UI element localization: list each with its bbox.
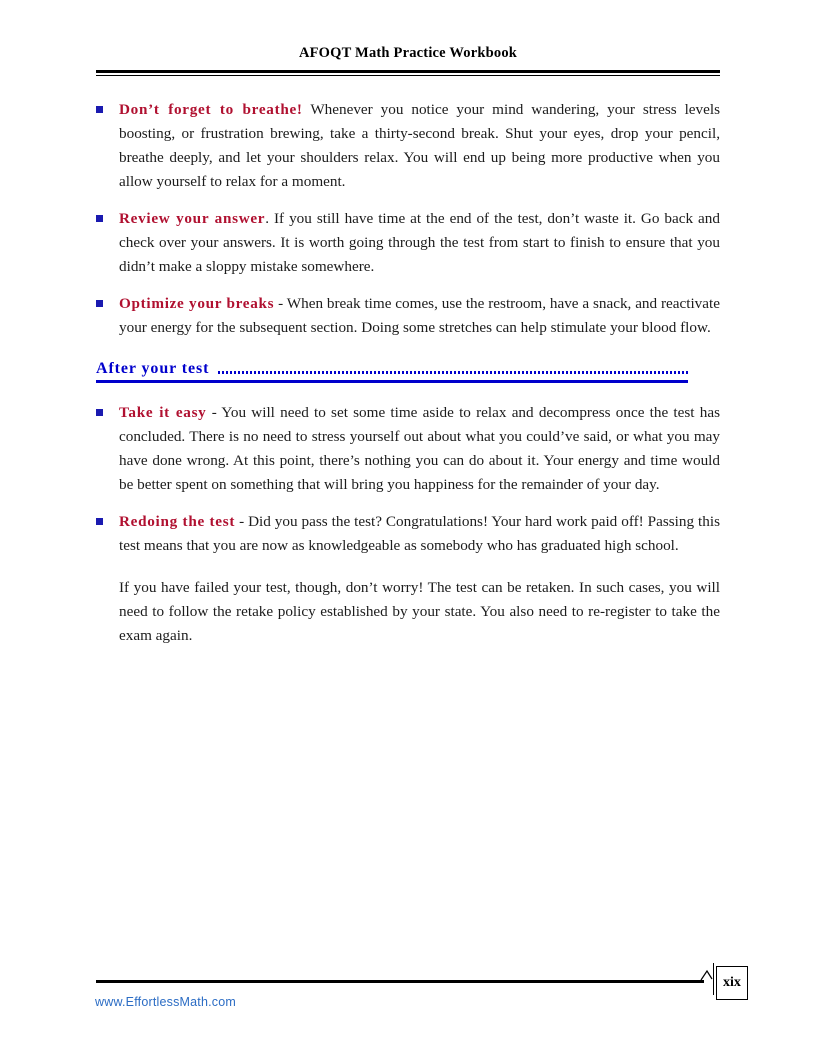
page-number-label: xix bbox=[723, 975, 741, 990]
bullet-lead-in: Don’t forget to breathe! bbox=[119, 101, 303, 118]
footer-divider bbox=[713, 963, 714, 995]
square-bullet-icon bbox=[96, 106, 103, 113]
section-heading-row bbox=[96, 360, 688, 378]
bullet-body-text: Whenever you notice your mind wandering, your stress levels boosting, or frustration brewing, take a thirty-second break. Shut your eyes, drop your pencil, breathe deeply, and let your shoulders relax. You will end up being more productive when you allow yourself to relax for a moment. bbox=[119, 101, 720, 190]
list-item bbox=[96, 98, 720, 194]
bullet-paragraph bbox=[119, 510, 720, 558]
website-link[interactable]: www.EffortlessMath.com bbox=[95, 995, 237, 1009]
bullet-lead-in: Review your answer bbox=[119, 210, 266, 227]
bullet-paragraph bbox=[119, 98, 720, 194]
bullet-body-text: . If you still have time at the end of the test, don’t waste it. Go back and check over your answers. It is worth going through the test from start to finish to ensure that you didn’t make a sloppy mistake somewhere. bbox=[119, 210, 720, 275]
bullet-body-text: - You will need to set some time aside to relax and decompress once the test has concluded. There is no need to stress yourself out about what you could’ve said, or what you may have done wrong. At this point, there’s nothing you can do about it. Your energy and time would be better spent on something that will bring you happiness for the remainder of your day. bbox=[119, 404, 720, 493]
list-item bbox=[96, 510, 720, 558]
header-title: AFOQT Math Practice Workbook bbox=[298, 45, 518, 61]
list-item bbox=[96, 207, 720, 279]
bullet-paragraph bbox=[119, 292, 720, 340]
bullet-lead-in: Take it easy bbox=[119, 404, 207, 421]
dotted-leader bbox=[218, 371, 688, 374]
caret-mark-icon bbox=[700, 968, 714, 982]
bullet-paragraph bbox=[119, 401, 720, 497]
bullet-lead-in: Optimize your breaks bbox=[119, 295, 275, 312]
bullet-body-text: - Did you pass the test? Congratulations! Your hard work paid off! Passing this test means that you are now as knowledgeable as somebody who has graduated high school. bbox=[119, 513, 720, 554]
page-header bbox=[96, 44, 720, 76]
section-heading-label: After your test bbox=[96, 360, 210, 377]
header-rule-thick bbox=[96, 70, 720, 73]
list-item bbox=[96, 401, 720, 497]
square-bullet-icon bbox=[96, 300, 103, 307]
closing-paragraph: If you have failed your test, though, don’t worry! The test can be retaken. In such cases, you will need to follow the retake policy established by your state. You also need to re-register to take the exam again. bbox=[119, 579, 720, 644]
header-rule-thin bbox=[96, 75, 720, 76]
section-underline bbox=[96, 380, 688, 383]
bullet-lead-in: Redoing the test bbox=[119, 513, 236, 530]
bullet-paragraph bbox=[119, 207, 720, 279]
list-item bbox=[96, 292, 720, 340]
square-bullet-icon bbox=[96, 518, 103, 525]
footer-rule bbox=[96, 980, 704, 983]
page-content bbox=[96, 98, 720, 648]
page-number-badge bbox=[716, 966, 748, 1000]
square-bullet-icon bbox=[96, 409, 103, 416]
bullet-body-text: - When break time comes, use the restroom, have a snack, and reactivate your energy for the subsequent section. Doing some stretches can help stimulate your blood flow. bbox=[119, 295, 720, 336]
square-bullet-icon bbox=[96, 215, 103, 222]
section-heading bbox=[96, 360, 688, 383]
